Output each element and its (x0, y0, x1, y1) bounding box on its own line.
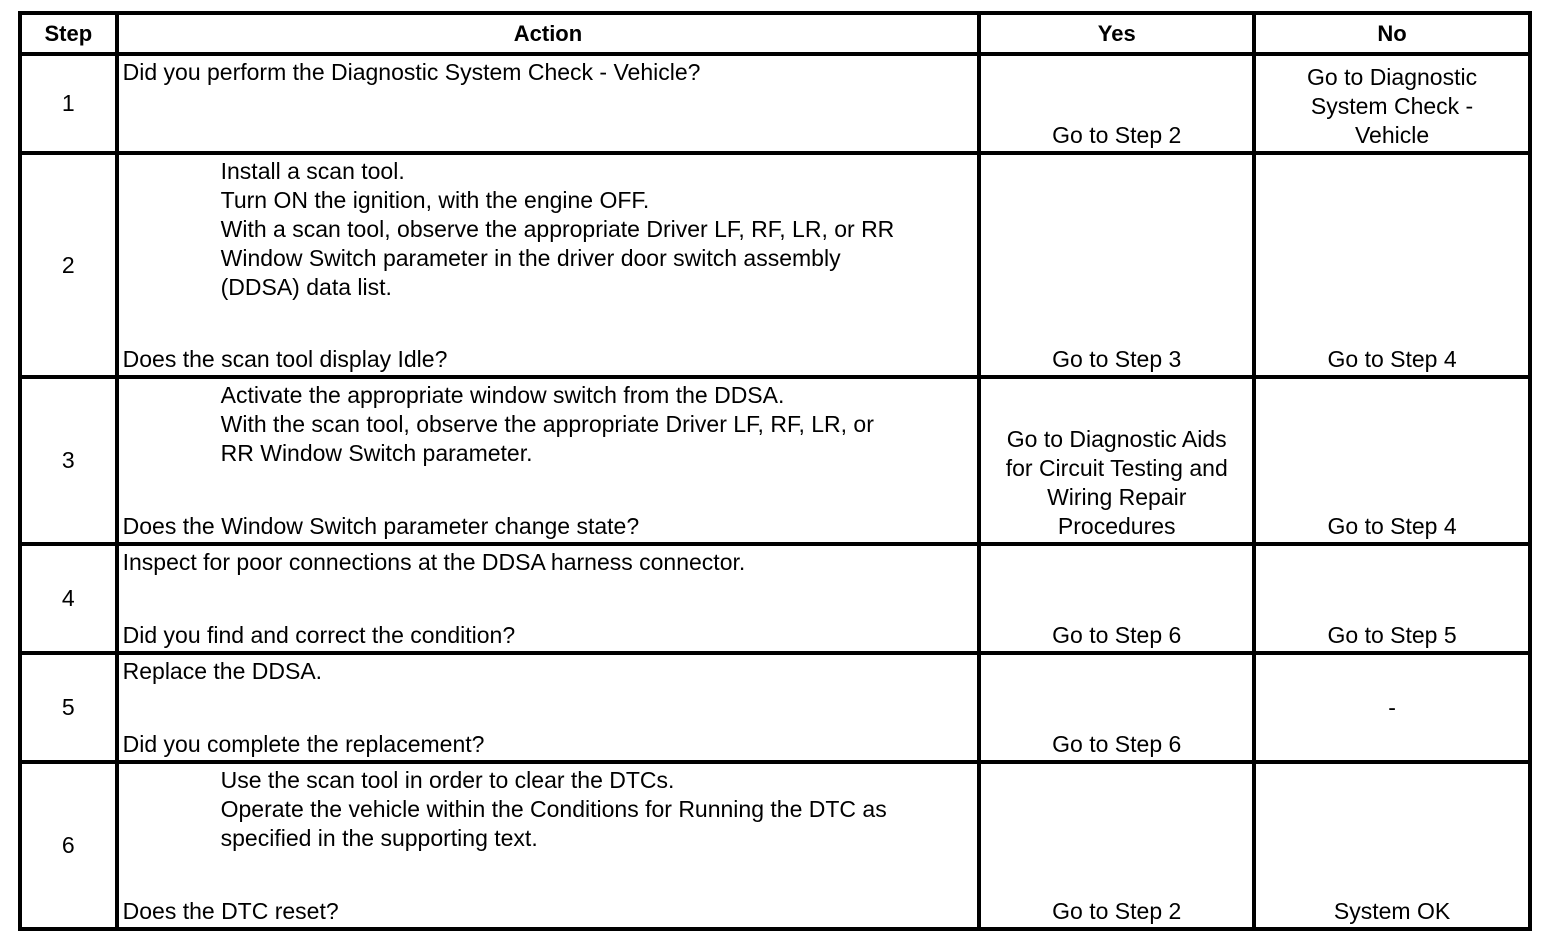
table-header-row (20, 13, 1530, 54)
yes-result-line: Go to Diagnostic Aids (1006, 426, 1227, 452)
action-line: Did you perform the Diagnostic System Check - Vehicle? (122, 59, 701, 85)
action-question: Does the DTC reset? (122, 898, 339, 924)
header-no: No (1254, 13, 1530, 54)
yes-result (981, 425, 1252, 541)
action-question: Did you complete the replacement? (122, 731, 485, 757)
step-number: 6 (20, 762, 117, 929)
yes-result: Go to Step 6 (1052, 731, 1182, 757)
no-result-line: Go to Diagnostic (1307, 64, 1478, 90)
yes-result: Go to Step 3 (1052, 346, 1182, 372)
yes-cell (979, 544, 1254, 653)
action-line: With the scan tool, observe the appropriate Driver LF, RF, LR, or (220, 411, 874, 437)
table-row (20, 54, 1530, 153)
action-question: Did you find and correct the condition? (122, 622, 516, 648)
yes-cell (979, 653, 1254, 762)
yes-cell (979, 377, 1254, 544)
table-row (20, 653, 1530, 762)
no-result: Go to Step 4 (1327, 346, 1457, 372)
action-line: RR Window Switch parameter. (220, 440, 533, 466)
action-line: Inspect for poor connections at the DDSA harness connector. (122, 549, 746, 575)
header-yes: Yes (979, 13, 1254, 54)
table-row (20, 377, 1530, 544)
action-cell (117, 653, 980, 762)
yes-result-line: Wiring Repair (1047, 484, 1187, 510)
yes-cell (979, 762, 1254, 929)
no-cell (1254, 762, 1530, 929)
action-cell (117, 377, 980, 544)
header-step: Step (20, 13, 117, 54)
step-number: 3 (20, 377, 117, 544)
action-line: (DDSA) data list. (220, 274, 392, 300)
no-result: Go to Step 5 (1327, 622, 1457, 648)
action-cell (117, 153, 980, 377)
action-line: Install a scan tool. (220, 158, 405, 184)
yes-result: Go to Step 6 (1052, 622, 1182, 648)
yes-result-line: for Circuit Testing and (1005, 455, 1228, 481)
no-cell (1254, 54, 1530, 153)
action-line: Replace the DDSA. (122, 658, 323, 684)
action-cell (117, 762, 980, 929)
action-line: Operate the vehicle within the Conditions for Running the DTC as (220, 796, 887, 822)
no-result-line: System Check - (1310, 93, 1474, 119)
no-result: Go to Step 4 (1327, 513, 1457, 539)
step-number: 5 (20, 653, 117, 762)
step-number: 4 (20, 544, 117, 653)
yes-result: Go to Step 2 (1052, 898, 1182, 924)
action-line: Window Switch parameter in the driver door switch assembly (220, 245, 841, 271)
table-row (20, 153, 1530, 377)
action-line: Use the scan tool in order to clear the DTCs. (220, 767, 675, 793)
no-cell (1254, 544, 1530, 653)
step-number: 2 (20, 153, 117, 377)
no-result-line: Vehicle (1354, 122, 1430, 148)
yes-result: Go to Step 2 (1052, 122, 1182, 148)
yes-cell (979, 54, 1254, 153)
no-cell (1254, 377, 1530, 544)
action-cell (117, 54, 980, 153)
header-action: Action (117, 13, 980, 54)
table-row (20, 544, 1530, 653)
step-number: 1 (20, 54, 117, 153)
no-cell (1254, 153, 1530, 377)
action-line: Activate the appropriate window switch from the DDSA. (220, 382, 785, 408)
action-line: With a scan tool, observe the appropriate Driver LF, RF, LR, or RR (220, 216, 895, 242)
yes-cell (979, 153, 1254, 377)
no-cell (1254, 653, 1530, 762)
diagnostic-table (18, 11, 1532, 931)
action-question: Does the Window Switch parameter change state? (122, 513, 640, 539)
action-line: specified in the supporting text. (220, 825, 538, 851)
no-result (1256, 63, 1528, 150)
action-cell (117, 544, 980, 653)
no-result: System OK (1333, 898, 1451, 924)
yes-result-line: Procedures (1057, 513, 1176, 539)
action-question: Does the scan tool display Idle? (122, 346, 448, 372)
action-line: Turn ON the ignition, with the engine OFF. (220, 187, 650, 213)
no-result: - (1388, 694, 1396, 720)
table-row (20, 762, 1530, 929)
